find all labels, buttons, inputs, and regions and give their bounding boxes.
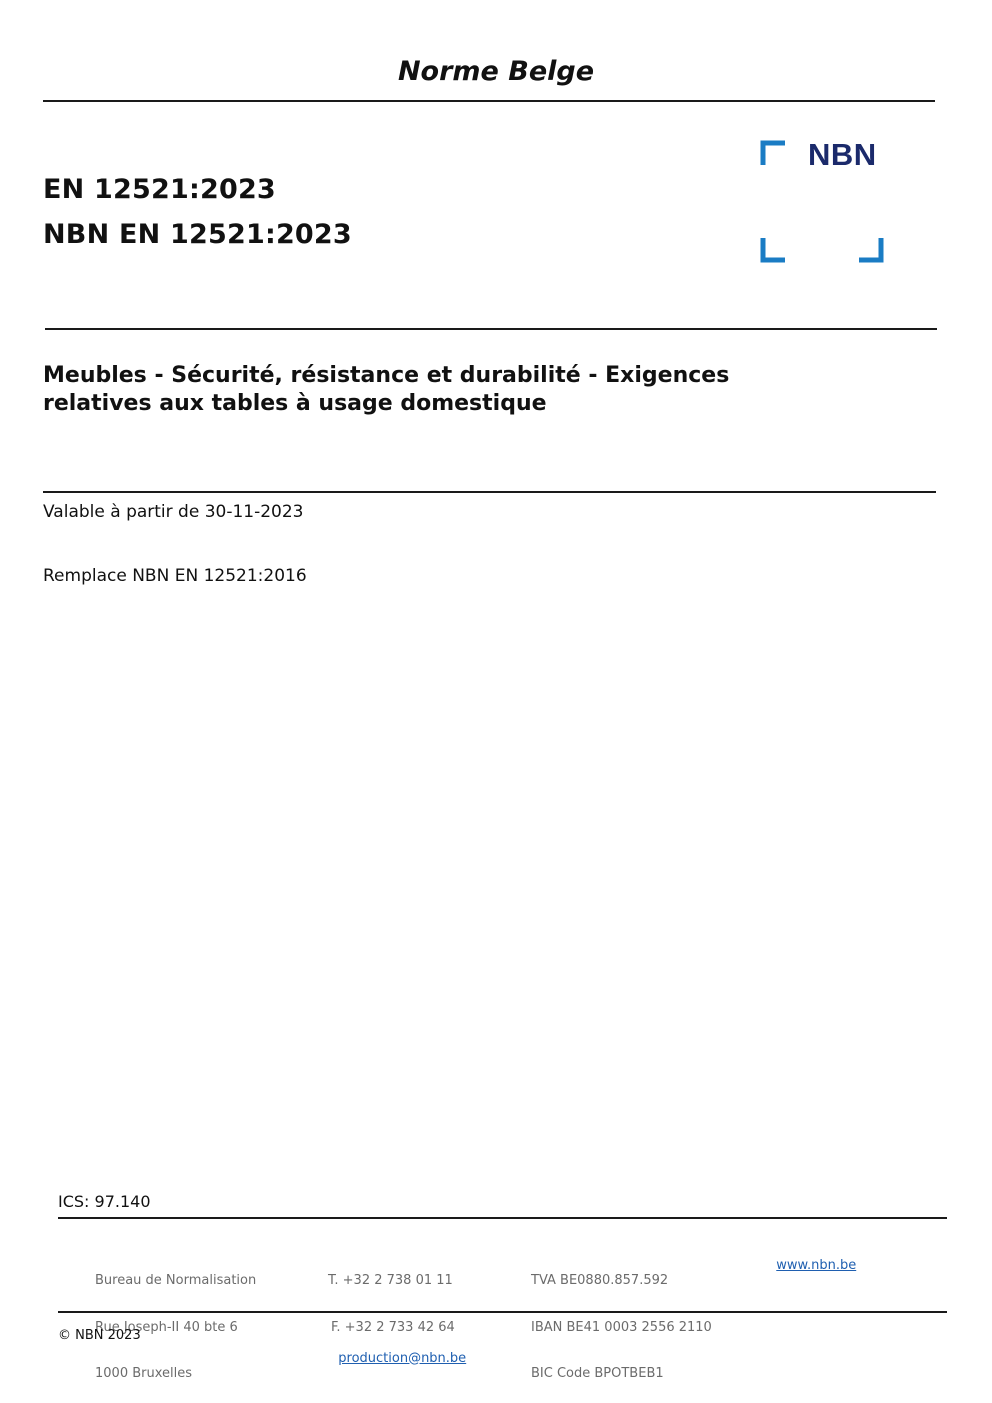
copyright-text: © NBN 2023 (58, 1328, 141, 1343)
standard-code-nbn: NBN EN 12521:2023 (43, 219, 352, 250)
footer-top-divider (58, 1217, 947, 1219)
footer-iban: IBAN BE41 0003 2556 2110 (531, 1319, 712, 1335)
title-bottom-divider (43, 491, 936, 493)
footer-fax: F. +32 2 733 42 64 (331, 1319, 455, 1335)
footer-phone: T. +32 2 738 01 11 (328, 1273, 453, 1288)
footer-bic: BIC Code BPOTBEB1 (531, 1366, 664, 1381)
page-header-title: Norme Belge (397, 56, 595, 87)
logo-text: NBN (808, 137, 877, 172)
title-top-divider (45, 328, 937, 330)
header-divider (43, 100, 935, 102)
document-title (43, 362, 843, 418)
nbn-logo (760, 137, 886, 264)
ics-code: ICS: 97.140 (58, 1192, 151, 1211)
replaces-text: Remplace NBN EN 12521:2016 (43, 566, 307, 586)
footer-address-line: Rue Joseph-II 40 bte 6 (95, 1319, 238, 1335)
footer-bottom-divider (58, 1311, 947, 1313)
footer-contact (328, 1242, 466, 1366)
standard-code-en: EN 12521:2023 (43, 174, 276, 205)
footer-web (768, 1242, 856, 1273)
footer-address (95, 1242, 256, 1397)
footer-address-line: 1000 Bruxelles (95, 1366, 193, 1381)
document-title-line-1: Meubles - Sécurité, résistance et durabilité - Exigences (43, 363, 730, 388)
footer-tva: TVA BE0880.857.592 (531, 1273, 669, 1288)
footer-address-line: Bureau de Normalisation (95, 1273, 257, 1288)
footer-bank (531, 1242, 712, 1397)
footer-website-link[interactable]: www.nbn.be (776, 1257, 857, 1273)
document-title-line-2: relatives aux tables à usage domestique (43, 391, 547, 416)
footer-email-link[interactable]: production@nbn.be (338, 1350, 467, 1366)
valid-from-text: Valable à partir de 30-11-2023 (43, 502, 304, 522)
